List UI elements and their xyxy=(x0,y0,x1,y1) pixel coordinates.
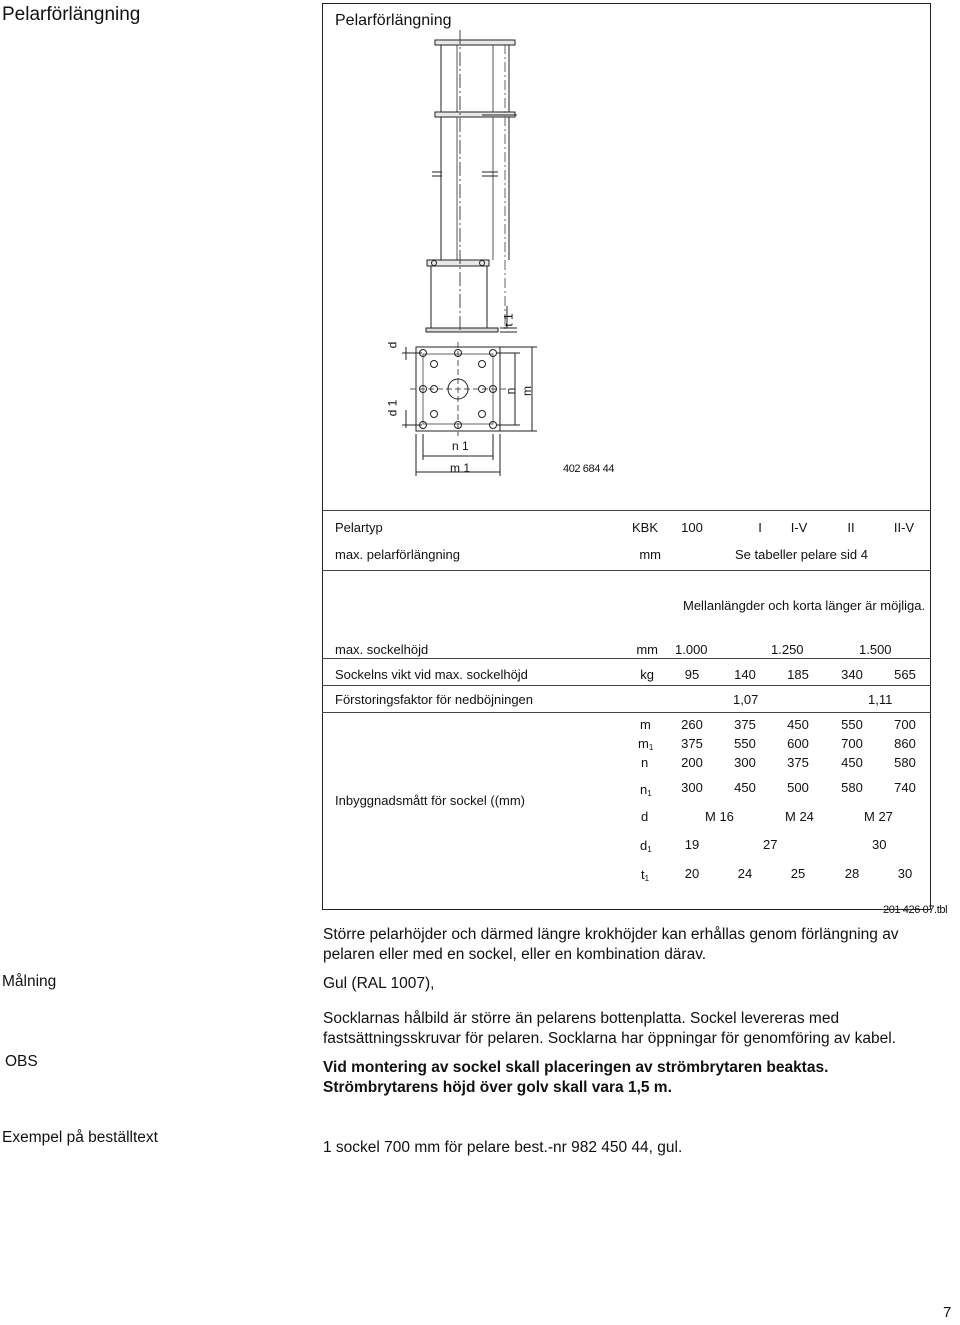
section-label-obs: OBS xyxy=(5,1053,38,1070)
inbygg-m1-value: 550 xyxy=(734,736,756,751)
inbygg-n1-value: 580 xyxy=(841,780,863,795)
row-pelartyp-label: Pelartyp xyxy=(335,520,383,535)
inbygg-d-value: M 24 xyxy=(785,809,814,824)
inbygg-sym: $m_1$ xyxy=(638,736,654,752)
row-maxpelar-unit: mm xyxy=(639,547,661,562)
pelartyp-col: II-V xyxy=(893,520,915,535)
row-maxpelar-value: Se tabeller pelare sid 4 xyxy=(735,547,868,562)
inbygg-t1-value: 24 xyxy=(737,866,753,881)
inbygg-m-value: 550 xyxy=(841,717,863,732)
inbygg-m1-value: 860 xyxy=(894,736,916,751)
inbygg-label: Inbyggnadsmått för sockel ((mm) xyxy=(335,793,526,808)
vikt-value: 185 xyxy=(787,667,809,682)
inbygg-t1-value: 30 xyxy=(897,866,913,881)
inbygg-sym: $t_1$ xyxy=(641,867,650,883)
inbygg-sym: m xyxy=(640,717,651,732)
inbygg-n-value: 300 xyxy=(734,755,756,770)
table-reference: 201 426 07.tbl xyxy=(883,904,948,916)
exempel-text: 1 sockel 700 mm för pelare best.-nr 982 450 44, gul. xyxy=(323,1139,683,1156)
inbygg-m-value: 700 xyxy=(894,717,916,732)
inbygg-m-value: 375 xyxy=(734,717,756,732)
row-vikt-label: Sockelns vikt vid max. sockelhöjd xyxy=(335,667,528,682)
dim-label-m1: m 1 xyxy=(450,461,471,475)
vikt-value: 95 xyxy=(684,667,700,682)
dim-label-d: d xyxy=(385,341,400,349)
dim-label-d1: d 1 xyxy=(385,399,400,417)
row-maxpelar-label: max. pelarförlängning xyxy=(335,547,461,562)
inbygg-t1-value: 20 xyxy=(684,866,700,881)
inbygg-n-value: 375 xyxy=(787,755,809,770)
inbygg-d1-value: 19 xyxy=(684,837,700,852)
inbygg-m-value: 450 xyxy=(787,717,809,732)
page-title: Pelarförlängning xyxy=(2,4,141,25)
dim-label-t1: t 1 xyxy=(501,313,516,327)
inbygg-d1-value: 30 xyxy=(872,837,887,852)
inbygg-m1-value: 600 xyxy=(787,736,809,751)
row-maxsockel-label: max. sockelhöjd xyxy=(335,642,429,657)
inbygg-n1-value: 300 xyxy=(681,780,703,795)
vikt-value: 340 xyxy=(841,667,863,682)
row-vikt-unit: kg xyxy=(640,667,654,682)
inbygg-n-value: 580 xyxy=(894,755,916,770)
section-label-malning: Målning xyxy=(2,973,57,990)
inbygg-n-value: 450 xyxy=(841,755,863,770)
malning-text: Gul (RAL 1007), xyxy=(323,975,435,992)
vikt-value: 140 xyxy=(734,667,756,682)
vikt-value: 565 xyxy=(894,667,916,682)
inbygg-t1-value: 25 xyxy=(790,866,806,881)
inbygg-sym: d xyxy=(641,809,649,824)
page-number: 7 xyxy=(943,1304,952,1321)
inbygg-sym: $d_1$ xyxy=(640,838,652,854)
row-pelartyp-unit: KBK xyxy=(631,520,658,535)
maxsockel-value: 1.250 xyxy=(771,642,804,657)
figure-title: Pelarförlängning xyxy=(335,12,452,29)
inbygg-d-value: M 16 xyxy=(705,809,734,824)
inbygg-n1-value: 500 xyxy=(787,780,809,795)
obs-paragraph: Socklarnas hålbild är större än pelarens bottenplatta. Sockel levereras med fastsättningsskruvar för pelaren. Socklarna har öppningar för genomföring av kabel. xyxy=(323,1010,896,1047)
pelartyp-col: I-V xyxy=(790,520,808,535)
warning-paragraph: Vid montering av sockel skall placeringen av strömbrytaren beaktas. Strömbrytarens höjd över golv skall vara 1,5 m. xyxy=(323,1059,829,1096)
dim-label-n: n xyxy=(503,387,518,395)
intro-paragraph: Större pelarhöjder och därmed längre krokhöjder kan erhållas genom förlängning av pelaren eller med en sockel, eller en kombination därav. xyxy=(323,926,899,963)
row-maxsockel-unit: mm xyxy=(636,642,658,657)
maxsockel-value: 1.500 xyxy=(859,642,892,657)
forst-value: 1,07 xyxy=(733,692,759,707)
table-note: Mellanlängder och korta länger är möjliga. xyxy=(683,598,926,613)
figure-reference: 402 684 44 xyxy=(563,463,615,475)
pelartyp-col: 100 xyxy=(681,520,703,535)
inbygg-m-value: 260 xyxy=(681,717,703,732)
inbygg-n-value: 200 xyxy=(681,755,703,770)
section-label-exempel: Exempel på beställtext xyxy=(2,1129,158,1146)
inbygg-m1-value: 375 xyxy=(681,736,703,751)
dim-label-n1: n 1 xyxy=(452,439,469,453)
inbygg-d1-value: 27 xyxy=(763,837,778,852)
inbygg-m1-value: 700 xyxy=(841,736,863,751)
inbygg-t1-value: 28 xyxy=(844,866,860,881)
pelartyp-col: I xyxy=(758,520,762,535)
technical-drawing xyxy=(322,30,622,490)
pelartyp-col: II xyxy=(847,520,855,535)
inbygg-n1-value: 740 xyxy=(894,780,916,795)
inbygg-sym: n xyxy=(641,755,649,770)
dim-label-m: m xyxy=(520,386,534,396)
maxsockel-value: 1.000 xyxy=(675,642,708,657)
inbygg-n1-value: 450 xyxy=(734,780,756,795)
forst-value: 1,11 xyxy=(868,692,893,707)
inbygg-d-value: M 27 xyxy=(864,809,893,824)
row-forst-label: Förstoringsfaktor för nedböjningen xyxy=(335,692,534,707)
inbygg-sym: $n_1$ xyxy=(640,782,652,798)
